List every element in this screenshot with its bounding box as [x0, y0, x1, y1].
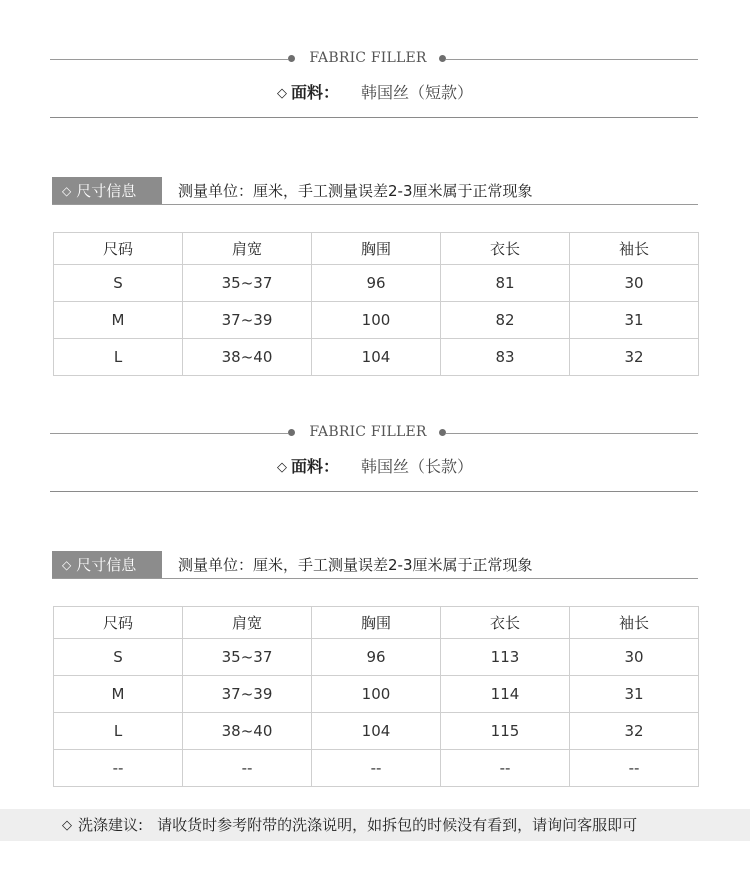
table-cell: 37~39: [183, 676, 312, 713]
column-header: 袖长: [570, 607, 699, 639]
divider-line: [52, 204, 698, 205]
table-cell: --: [183, 750, 312, 787]
section-divider: [50, 117, 698, 118]
divider-line: [446, 59, 698, 60]
table-cell: 35~37: [183, 265, 312, 302]
dot-icon: [439, 429, 446, 436]
table-cell: S: [54, 265, 183, 302]
table-cell: 96: [312, 265, 441, 302]
divider-line: [50, 433, 288, 434]
table-cell: L: [54, 339, 183, 376]
table-cell: M: [54, 302, 183, 339]
table-cell: 100: [312, 302, 441, 339]
measurement-note: 测量单位：厘米，手工测量误差2-3厘米属于正常现象: [178, 182, 533, 200]
diamond-icon: ◇: [276, 86, 287, 101]
column-header: 尺码: [54, 607, 183, 639]
column-header: 肩宽: [183, 233, 312, 265]
table-cell: 113: [441, 639, 570, 676]
material-value: 韩国丝（长款）: [361, 457, 474, 476]
table-cell: 37~39: [183, 302, 312, 339]
dot-icon: [439, 55, 446, 62]
table-cell: 31: [570, 676, 699, 713]
table-cell: 35~37: [183, 639, 312, 676]
size-info-label: 尺寸信息: [76, 182, 137, 200]
column-header: 衣长: [441, 233, 570, 265]
table-row: [54, 265, 699, 302]
table-cell: 32: [570, 339, 699, 376]
table-cell: 81: [441, 265, 570, 302]
table-cell: 100: [312, 676, 441, 713]
table-cell: 32: [570, 713, 699, 750]
dot-icon: [288, 55, 295, 62]
column-header: 衣长: [441, 607, 570, 639]
table-row: [54, 339, 699, 376]
table-header-row: [54, 233, 699, 265]
column-header: 胸围: [312, 233, 441, 265]
table-header-row: [54, 607, 699, 639]
table-cell: --: [54, 750, 183, 787]
diamond-icon: ◇: [62, 558, 72, 572]
table-cell: --: [570, 750, 699, 787]
diamond-icon: ◇: [276, 460, 287, 475]
table-cell: L: [54, 713, 183, 750]
fabric-title: FABRIC FILLER: [309, 50, 427, 66]
column-header: 袖长: [570, 233, 699, 265]
fabric-title: FABRIC FILLER: [309, 424, 427, 440]
table-cell: 115: [441, 713, 570, 750]
table-cell: 30: [570, 639, 699, 676]
table-cell: --: [441, 750, 570, 787]
table-row: [54, 713, 699, 750]
table-cell: M: [54, 676, 183, 713]
measurement-note: 测量单位：厘米，手工测量误差2-3厘米属于正常现象: [178, 556, 533, 574]
table-cell: S: [54, 639, 183, 676]
wash-advice-text: 请收货时参考附带的洗涤说明，如拆包的时候没有看到，请询问客服即可: [157, 816, 638, 834]
table-cell: 104: [312, 339, 441, 376]
wash-advice-label: 洗涤建议:: [78, 816, 144, 834]
column-header: 胸围: [312, 607, 441, 639]
table-cell: 104: [312, 713, 441, 750]
table-row: [54, 302, 699, 339]
table-cell: 38~40: [183, 339, 312, 376]
column-header: 肩宽: [183, 607, 312, 639]
table-row: [54, 750, 699, 787]
wash-advice-bar: [0, 809, 750, 841]
section-divider: [50, 491, 698, 492]
material-label: 面料：: [290, 457, 339, 476]
fabric-header-2: [50, 424, 698, 444]
table-cell: --: [312, 750, 441, 787]
size-info-tag: [52, 177, 162, 205]
table-cell: 83: [441, 339, 570, 376]
table-cell: 31: [570, 302, 699, 339]
divider-line: [50, 59, 288, 60]
table-cell: 82: [441, 302, 570, 339]
size-info-label: 尺寸信息: [76, 556, 137, 574]
diamond-icon: ◇: [62, 818, 72, 833]
dot-icon: [288, 429, 295, 436]
material-row-1: [0, 80, 750, 103]
size-info-bar-2: [52, 551, 698, 579]
size-info-tag: [52, 551, 162, 579]
material-value: 韩国丝（短款）: [361, 83, 474, 102]
diamond-icon: ◇: [62, 184, 72, 198]
table-cell: 30: [570, 265, 699, 302]
table-cell: 114: [441, 676, 570, 713]
divider-line: [52, 578, 698, 579]
divider-line: [446, 433, 698, 434]
column-header: 尺码: [54, 233, 183, 265]
table-row: [54, 676, 699, 713]
table-cell: 38~40: [183, 713, 312, 750]
table-cell: 96: [312, 639, 441, 676]
size-table-2: [53, 606, 699, 787]
size-table-1: [53, 232, 699, 376]
fabric-header-1: [50, 50, 698, 70]
size-info-bar-1: [52, 177, 698, 205]
table-row: [54, 639, 699, 676]
material-label: 面料：: [290, 83, 339, 102]
material-row-2: [0, 454, 750, 477]
